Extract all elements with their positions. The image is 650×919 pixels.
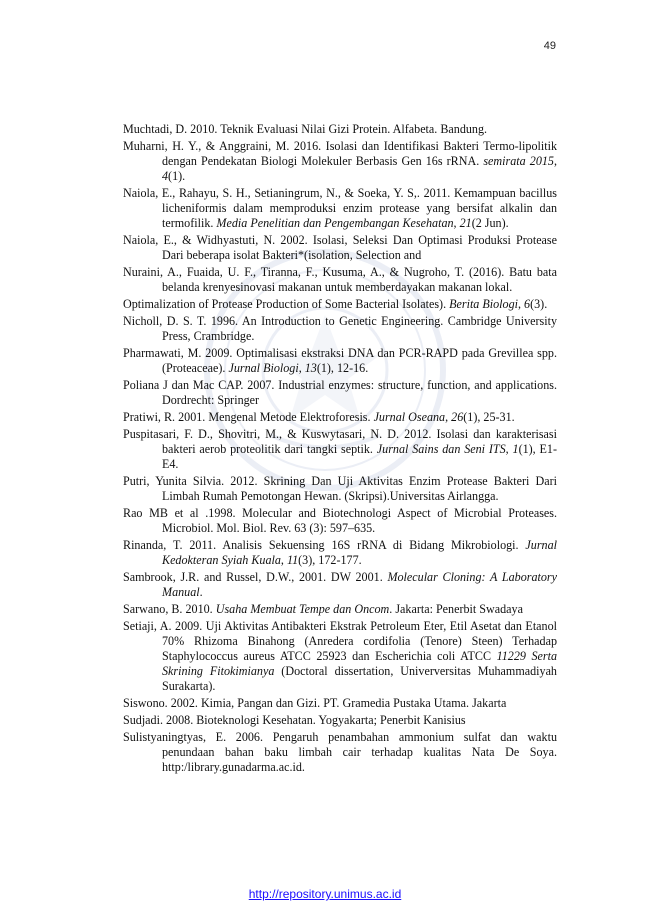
reference-text: . Jakarta: Penerbit Swadaya xyxy=(389,602,523,616)
reference-italic-text: Molecular Cloning: A Laboratory Manual xyxy=(162,570,557,599)
reference-italic-text: 13 xyxy=(304,361,317,375)
reference-entry xyxy=(123,570,557,600)
reference-text: Sambrook, J.R. and Russel, D.W., 2001. DW 2001. xyxy=(123,570,388,584)
reference-text: Optimalization of Protease Production of Some Bacterial Isolates). xyxy=(123,297,450,311)
reference-text: Rao MB et al .1998. Molecular and Biotechnologi Aspect of Microbial Proteases. Microbiol. Mol. Biol. Rev. 63 (3): 597–635. xyxy=(123,506,557,535)
reference-text: Nuraini, A., Fuaida, U. F., Tiranna, F., Kusuma, A., & Nugroho, T. (2016). Batu bata belanda krenyesinovasi makanan untuk memberdayakan makanan lokal. xyxy=(123,265,557,294)
reference-entry xyxy=(123,346,557,376)
reference-entry xyxy=(123,265,557,295)
reference-text: (3), 172-177. xyxy=(298,553,362,567)
reference-italic-text: Usaha Membuat Tempe dan Oncom xyxy=(215,602,390,616)
reference-text: Nicholl, D. S. T. 1996. An Introduction to Genetic Engineering. Cambridge University Press, Crambridge. xyxy=(123,314,557,343)
reference-text: Putri, Yunita Silvia. 2012. Skrining Dan Uji Aktivitas Enzim Protease Bakteri Dari Limbah Rumah Pemotongan Hewan. (Skripsi).Universitas Airlangga. xyxy=(123,474,557,503)
reference-text: Sarwano, B. 2010. xyxy=(123,602,216,616)
reference-text: Muchtadi, D. 2010. Teknik Evaluasi Nilai Gizi Protein. Alfabeta. Bandung. xyxy=(123,122,488,136)
reference-list xyxy=(123,122,557,777)
reference-text: (1), 25-31. xyxy=(463,410,515,424)
reference-italic-text: 11 xyxy=(286,553,299,567)
reference-text: Naiola, E., & Widhyastuti, N. 2002. Isolasi, Seleksi Dan Optimasi Produksi Protease Dari beberapa isolat Bakteri*(isolation, Selection and xyxy=(123,233,557,262)
reference-entry xyxy=(123,474,557,504)
reference-text: Naiola, E., Rahayu, S. H., Setianingrum, N., & Soeka, Y. S,. 2011. Kemampuan bacillus licheniformis dalam memproduksi enzim protease yang bersifat alkalin dan termofilik. xyxy=(123,186,557,230)
reference-italic-text: Jurnal Sains dan Seni ITS xyxy=(376,442,506,456)
reference-text: Sudjadi. 2008. Bioteknologi Kesehatan. Yogyakarta; Penerbit Kanisius xyxy=(123,713,466,727)
reference-italic-text: Berita Biologi xyxy=(449,297,518,311)
reference-entry xyxy=(123,233,557,263)
reference-text: . xyxy=(199,585,203,599)
reference-text: , xyxy=(298,361,305,375)
reference-entry xyxy=(123,314,557,344)
reference-entry xyxy=(123,139,557,184)
reference-entry xyxy=(123,378,557,408)
reference-italic-text: 1 xyxy=(512,442,519,456)
reference-italic-text: Jurnal Biologi xyxy=(228,361,299,375)
reference-text: Pratiwi, R. 2001. Mengenal Metode Elektroforesis. xyxy=(123,410,374,424)
reference-text: (1), E1-E4. xyxy=(162,442,557,471)
reference-italic-text: 4 xyxy=(162,169,169,183)
reference-entry xyxy=(123,506,557,536)
reference-italic-text: 26 xyxy=(451,410,464,424)
reference-entry xyxy=(123,427,557,472)
reference-entry xyxy=(123,186,557,231)
reference-entry xyxy=(123,122,557,137)
reference-text: , xyxy=(453,216,460,230)
reference-italic-text: 21 xyxy=(459,216,472,230)
reference-entry xyxy=(123,297,557,312)
reference-entry xyxy=(123,713,557,728)
reference-text: , xyxy=(505,442,513,456)
reference-text: Pharmawati, M. 2009. Optimalisasi ekstraksi DNA dan PCR-RAPD pada Grevillea spp.(Proteaceae). xyxy=(123,346,557,375)
reference-text: Rinanda, T. 2011. Analisis Sekuensing 16S rRNA di Bidang Mikrobiologi. xyxy=(123,538,526,552)
reference-text: Setiaji, A. 2009. Uji Aktivitas Antibakteri Ekstrak Petroleum Eter, Etil Asetat dan Etanol 70% Rhizoma Binahong (Anredera cordifolia (Tenore) Steen) Terhadap Staphylococcus aureus ATCC 25923 dan Escherichia coli ATCC xyxy=(123,619,557,663)
repository-link[interactable]: http://repository.unimus.ac.id xyxy=(248,887,402,901)
reference-text: Muharni, H. Y., & Anggraini, M. 2016. Isolasi dan Identifikasi Bakteri Termo-lipolitik dengan Pendekatan Biologi Molekuler Berbasis Gen 16s rRNA. xyxy=(123,139,557,168)
reference-entry xyxy=(123,602,557,617)
reference-text: Sulistyaningtyas, E. 2006. Pengaruh penambahan ammonium sulfat dan waktu penundaan bahan baku limbah cair terhadap kualitas Nata De Soya. http:/library.gunadarma.ac.id. xyxy=(123,730,557,774)
reference-text: Poliana J dan Mac CAP. 2007. Industrial enzymes: structure, function, and applications. Dordrecht: Springer xyxy=(123,378,557,407)
page-number: 49 xyxy=(543,40,556,52)
reference-entry xyxy=(123,619,557,694)
reference-text: , xyxy=(518,297,525,311)
reference-italic-text: 6 xyxy=(524,297,531,311)
reference-text: (3). xyxy=(530,297,548,311)
reference-entry xyxy=(123,730,557,775)
reference-entry xyxy=(123,538,557,568)
reference-italic-text: Media Penelitian dan Pengembangan Kesehatan xyxy=(216,216,454,230)
reference-text: , xyxy=(553,154,557,168)
reference-italic-text: Jurnal Kedokteran Syiah Kuala xyxy=(162,538,557,567)
reference-text: Siswono. 2002. Kimia, Pangan dan Gizi. PT. Gramedia Pustaka Utama. Jakarta xyxy=(123,696,507,710)
reference-text: , xyxy=(280,553,287,567)
reference-text: Puspitasari, F. D., Shovitri, M., & Kuswytasari, N. D. 2012. Isolasi dan karakterisasi bakteri aerob proteolitik dari tangki septik. xyxy=(123,427,557,456)
reference-text: , xyxy=(445,410,452,424)
reference-entry xyxy=(123,410,557,425)
reference-text: (2 Jun). xyxy=(471,216,509,230)
reference-italic-text: 11229 Serta Skrining Fitokimianya xyxy=(162,649,557,678)
reference-entry xyxy=(123,696,557,711)
reference-text: (1). xyxy=(168,169,186,183)
reference-text: (1), 12-16. xyxy=(316,361,369,375)
reference-italic-text: semirata 2015 xyxy=(483,154,554,168)
reference-italic-text: Jurnal Oseana xyxy=(373,410,446,424)
reference-text: (Doctoral dissertation, Univerversitas Muhammadiyah Surakarta). xyxy=(162,664,557,693)
